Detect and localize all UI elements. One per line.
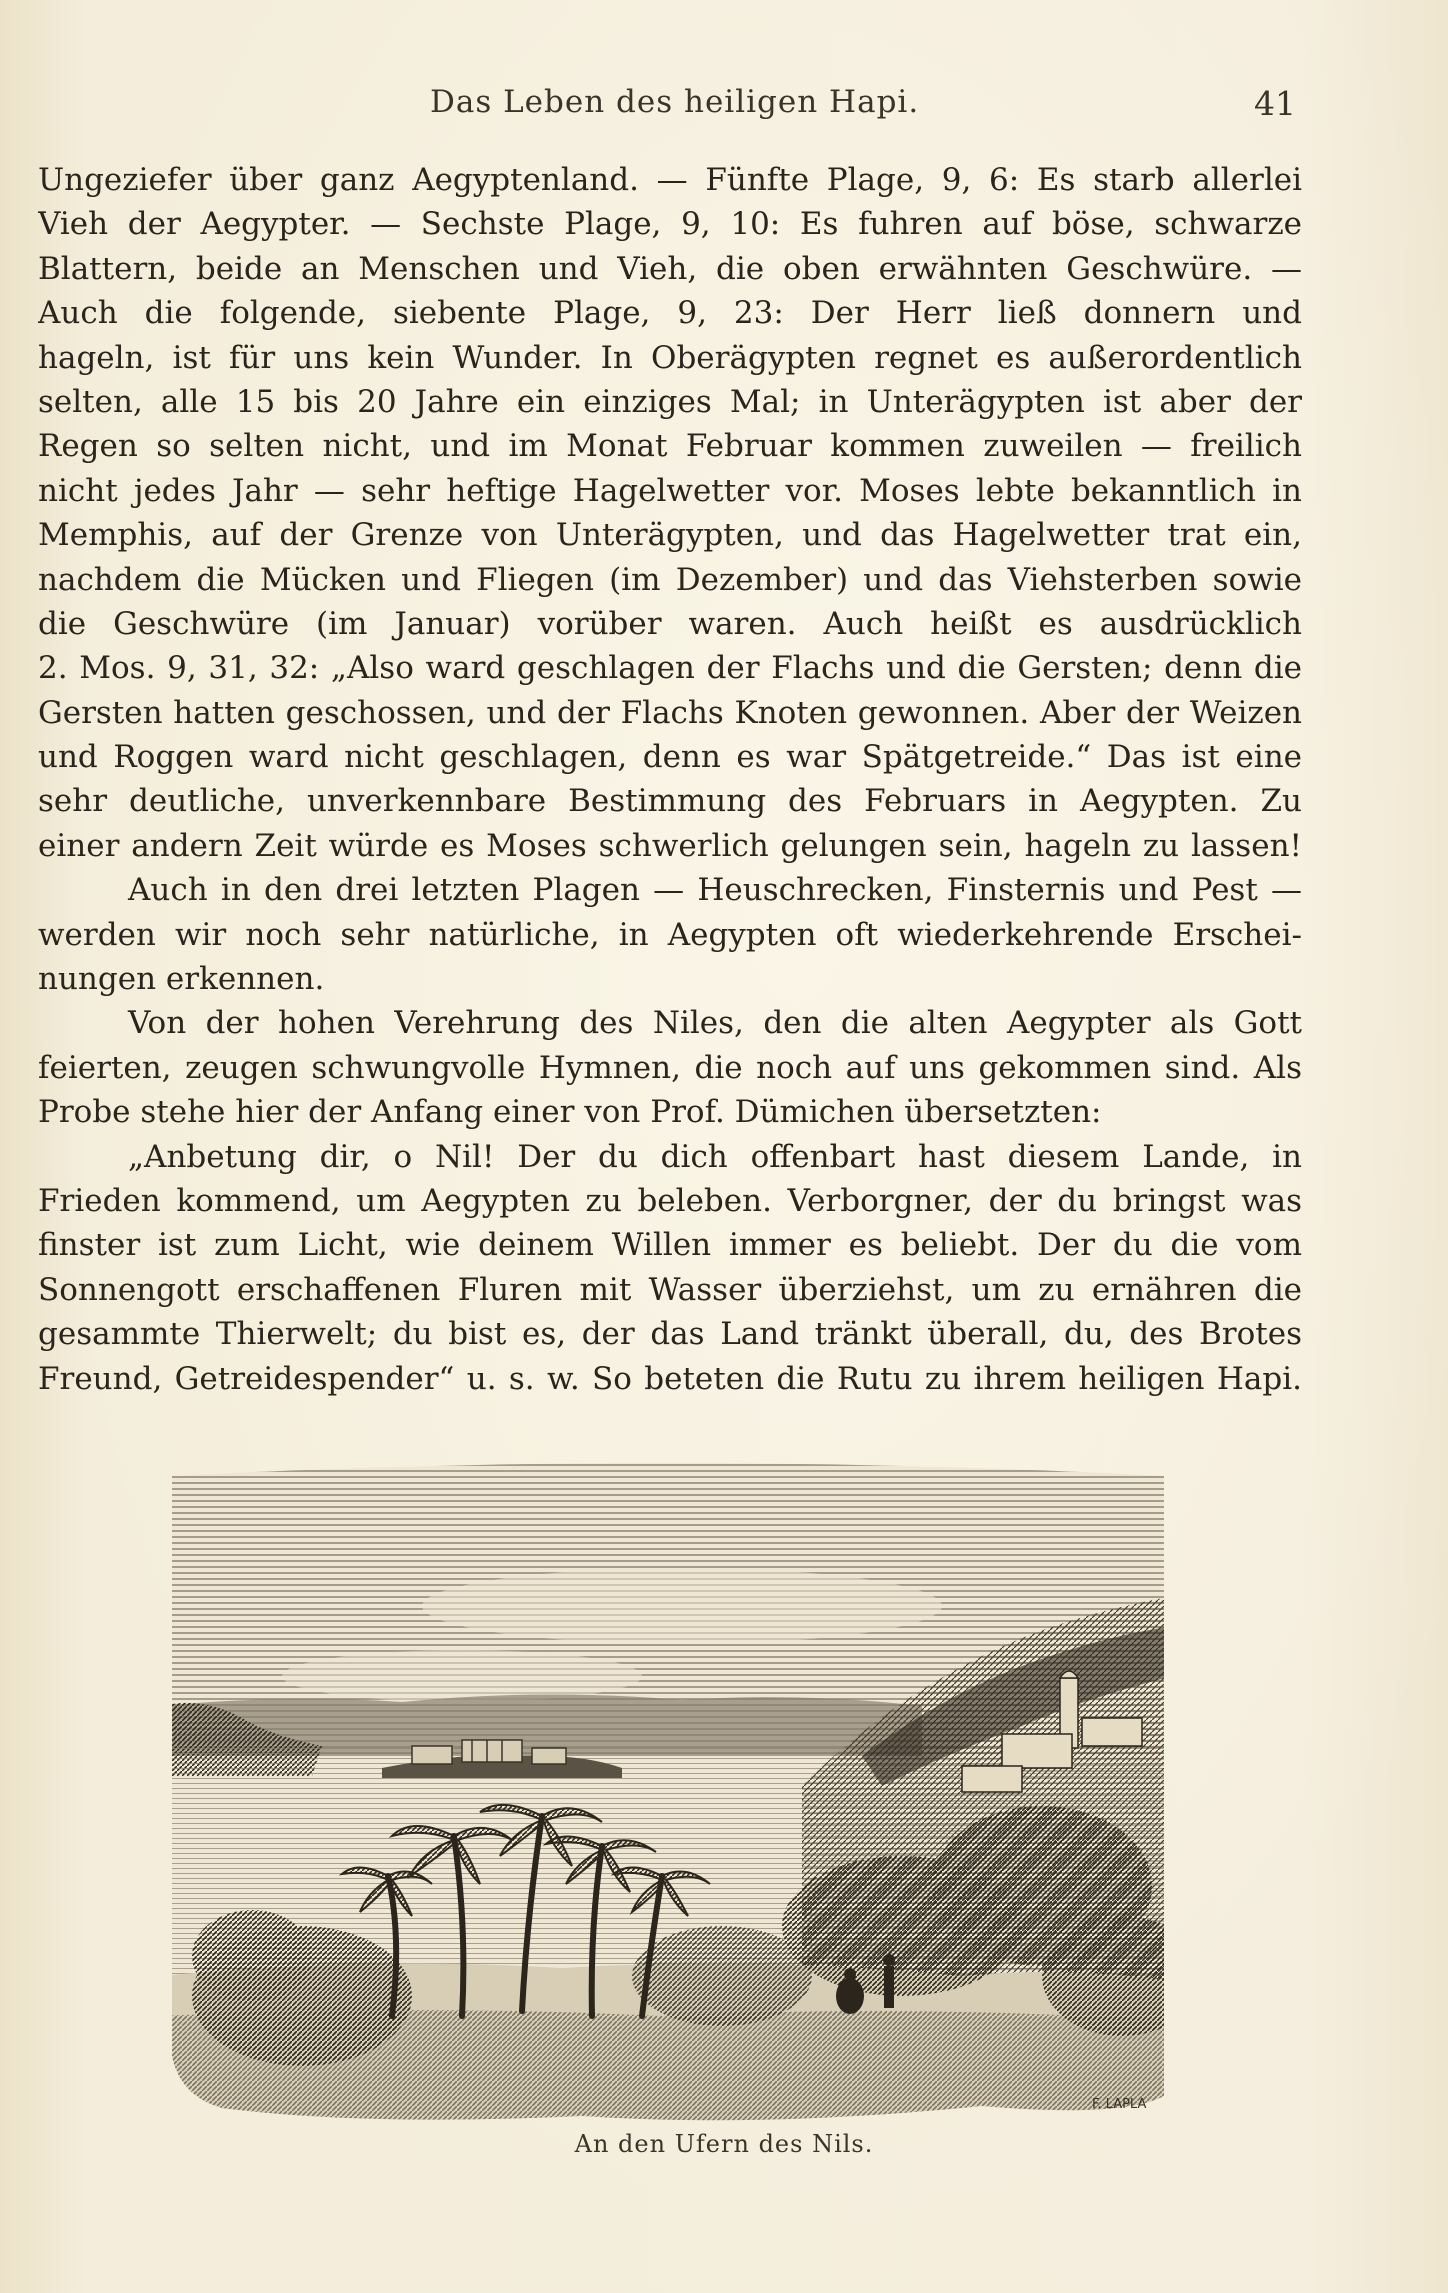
text-line: nicht jedes Jahr — sehr heftige Hagelwetter vor. Moses lebte bekanntlich in	[38, 472, 1302, 509]
text-line: Gersten hatten geschossen, und der Flachs Knoten gewonnen. Aber der Weizen	[38, 694, 1302, 731]
text-line: Regen so selten nicht, und im Monat Februar kommen zuweilen — freilich	[38, 428, 1302, 465]
paragraph-start-line: Auch in den drei letzten Plagen — Heuschrecken, Finsternis und Pest —	[128, 872, 1302, 909]
text-line: werden wir noch sehr natürliche, in Aegypten oft wiederkehrende Erschei-	[38, 916, 1302, 953]
paragraph-end-line: Freund, Getreidespender“ u. s. w. So beteten die Rutu zu ihrem heiligen Hapi.	[38, 1360, 1302, 1397]
text-line: 2. Mos. 9, 31, 32: „Also ward geschlagen der Flachs und die Gersten; denn die	[38, 650, 1302, 687]
text-line: selten, alle 15 bis 20 Jahre ein einziges Mal; in Unterägypten ist aber der	[38, 383, 1302, 420]
paragraph-end-line: nungen erkennen.	[38, 961, 325, 998]
text-line: feierten, zeugen schwungvolle Hymnen, die noch auf uns gekommen sind. Als	[38, 1049, 1302, 1086]
paragraph-start-line: Von der hohen Verehrung des Niles, den die alten Aegypter als Gott	[128, 1005, 1302, 1042]
text-line: Sonnengott erschaffenen Fluren mit Wasser überziehst, um zu ernähren die	[38, 1271, 1302, 1308]
text-line: gesammte Thierwelt; du bist es, der das Land tränkt überall, du, des Brotes	[38, 1316, 1302, 1353]
quote-start-line: „Anbetung dir, o Nil! Der du dich offenbart hast diesem Lande, in	[128, 1138, 1302, 1175]
page-number: 41	[1254, 84, 1296, 123]
text-line: Auch die folgende, siebente Plage, 9, 23: Der Herr ließ donnern und	[38, 295, 1302, 332]
figure-caption: An den Ufern des Nils.	[574, 2130, 874, 2158]
text-line: hageln, ist für uns kein Wunder. In Oberägypten regnet es außerordentlich	[38, 339, 1302, 376]
nile-bank-engraving	[162, 1456, 1174, 2128]
text-line: nachdem die Mücken und Fliegen (im Dezember) und das Viehsterben sowie	[38, 561, 1302, 598]
text-line: finster ist zum Licht, wie deinem Willen immer es beliebt. Der du die vom	[38, 1227, 1302, 1264]
engraver-signature: F. LAPLA	[1092, 2097, 1147, 2112]
running-head: Das Leben des heiligen Hapi.	[430, 84, 920, 120]
paragraph-end-line: Probe stehe hier der Anfang einer von Prof. Dümichen übersetzten:	[38, 1094, 1102, 1131]
text-line: sehr deutliche, unverkennbare Bestimmung des Februars in Aegypten. Zu	[38, 783, 1302, 820]
text-line: Frieden kommend, um Aegypten zu beleben. Verborgner, der du bringst was	[38, 1182, 1302, 1219]
text-line: einer andern Zeit würde es Moses schwerlich gelungen sein, hageln zu lassen!	[38, 827, 1302, 864]
text-line: Ungeziefer über ganz Aegyptenland. — Fünfte Plage, 9, 6: Es starb allerlei	[38, 162, 1302, 198]
text-line: Vieh der Aegypter. — Sechste Plage, 9, 10: Es fuhren auf böse, schwarze	[38, 206, 1302, 243]
text-line: die Geschwüre (im Januar) vorüber waren. Auch heißt es ausdrücklich	[38, 605, 1302, 642]
text-line: und Roggen ward nicht geschlagen, denn es war Spätgetreide.“ Das ist eine	[38, 739, 1302, 776]
text-line: Blattern, beide an Menschen und Vieh, die oben erwähnten Geschwüre. —	[38, 250, 1302, 287]
body-text	[38, 158, 1302, 1401]
text-line: Memphis, auf der Grenze von Unterägypten, und das Hagelwetter trat ein,	[38, 517, 1302, 554]
